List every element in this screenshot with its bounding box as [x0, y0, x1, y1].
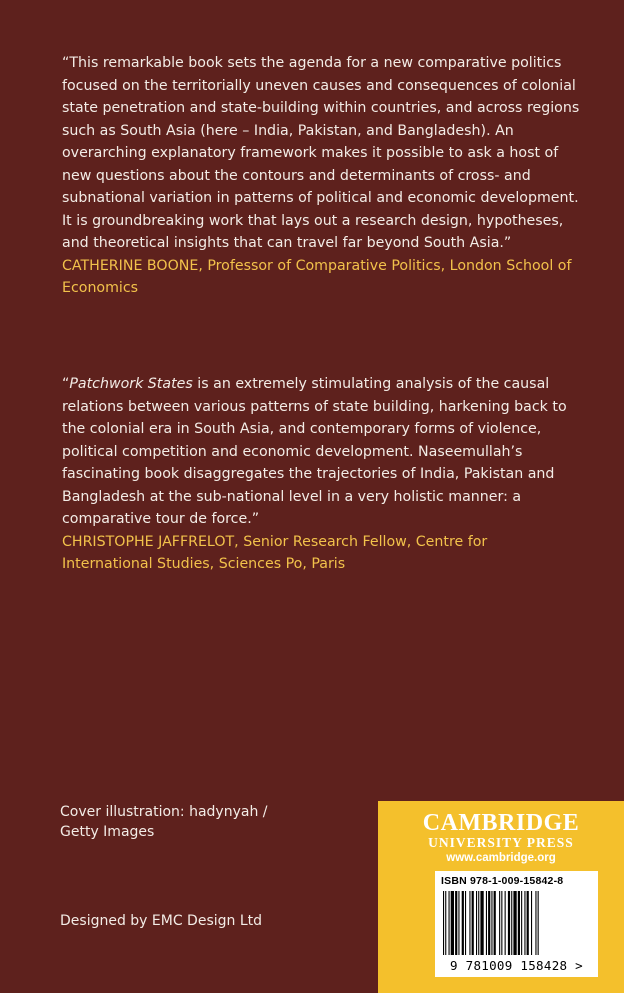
- quote-1-text: “This remarkable book sets the agenda for a new comparative politics focused on the territorially uneven causes and consequences of colonial state penetration and state-building within countries, and across regions such as South Asia (here – India, Pakistan, and Bangladesh). An overarching explanatory framework makes it possible to ask a host of new questions about the contours and determinants of cross- and subnational variation in patterns of political and economic development. It is groundbreaking work that lays out a research design, hypotheses, and theoretical insights that can travel far beyond South Asia.”: [62, 55, 580, 251]
- publisher-logo: [378, 811, 624, 866]
- cover-illustration-credit: Cover illustration: hadynyah / Getty Images: [60, 804, 268, 840]
- endorsement-quote-1: [62, 52, 582, 300]
- quote-2-open-mark: “: [62, 376, 70, 392]
- ean-digits: 9 781009 158428 >: [449, 958, 584, 973]
- book-title: Patchwork States: [69, 376, 193, 392]
- endorsement-quote-2: [62, 373, 582, 576]
- quote-2-attribution: CHRISTOPHE JAFFRELOT, Senior Research Fellow, Centre for International Studies, Sciences Po, Paris: [62, 533, 488, 572]
- barcode: [435, 871, 598, 977]
- barcode-bars: [441, 891, 592, 957]
- publisher-panel: [378, 801, 624, 993]
- publisher-url: www.cambridge.org: [446, 852, 556, 864]
- quote-1-attribution: CATHERINE BOONE, Professor of Comparative Politics, London School of Economics: [62, 257, 572, 296]
- publisher-press: UNIVERSITY PRESS: [428, 835, 574, 850]
- publisher-name: CAMBRIDGE: [422, 810, 580, 836]
- design-credit: Designed by EMC Design Ltd: [60, 913, 263, 929]
- isbn-label: ISBN 978-1-009-15842-8: [441, 875, 564, 887]
- quote-2-text: is an extremely stimulating analysis of the causal relations between various patterns of state building, harkening back to the colonial era in South Asia, and contemporary forms of violence, political competition and economic development. Naseemullah’s fascinating book disaggregates the trajectories of India, Pakistan and Bangladesh at the sub-national level in a very holistic manner: a comparative tour de force.”: [62, 376, 567, 527]
